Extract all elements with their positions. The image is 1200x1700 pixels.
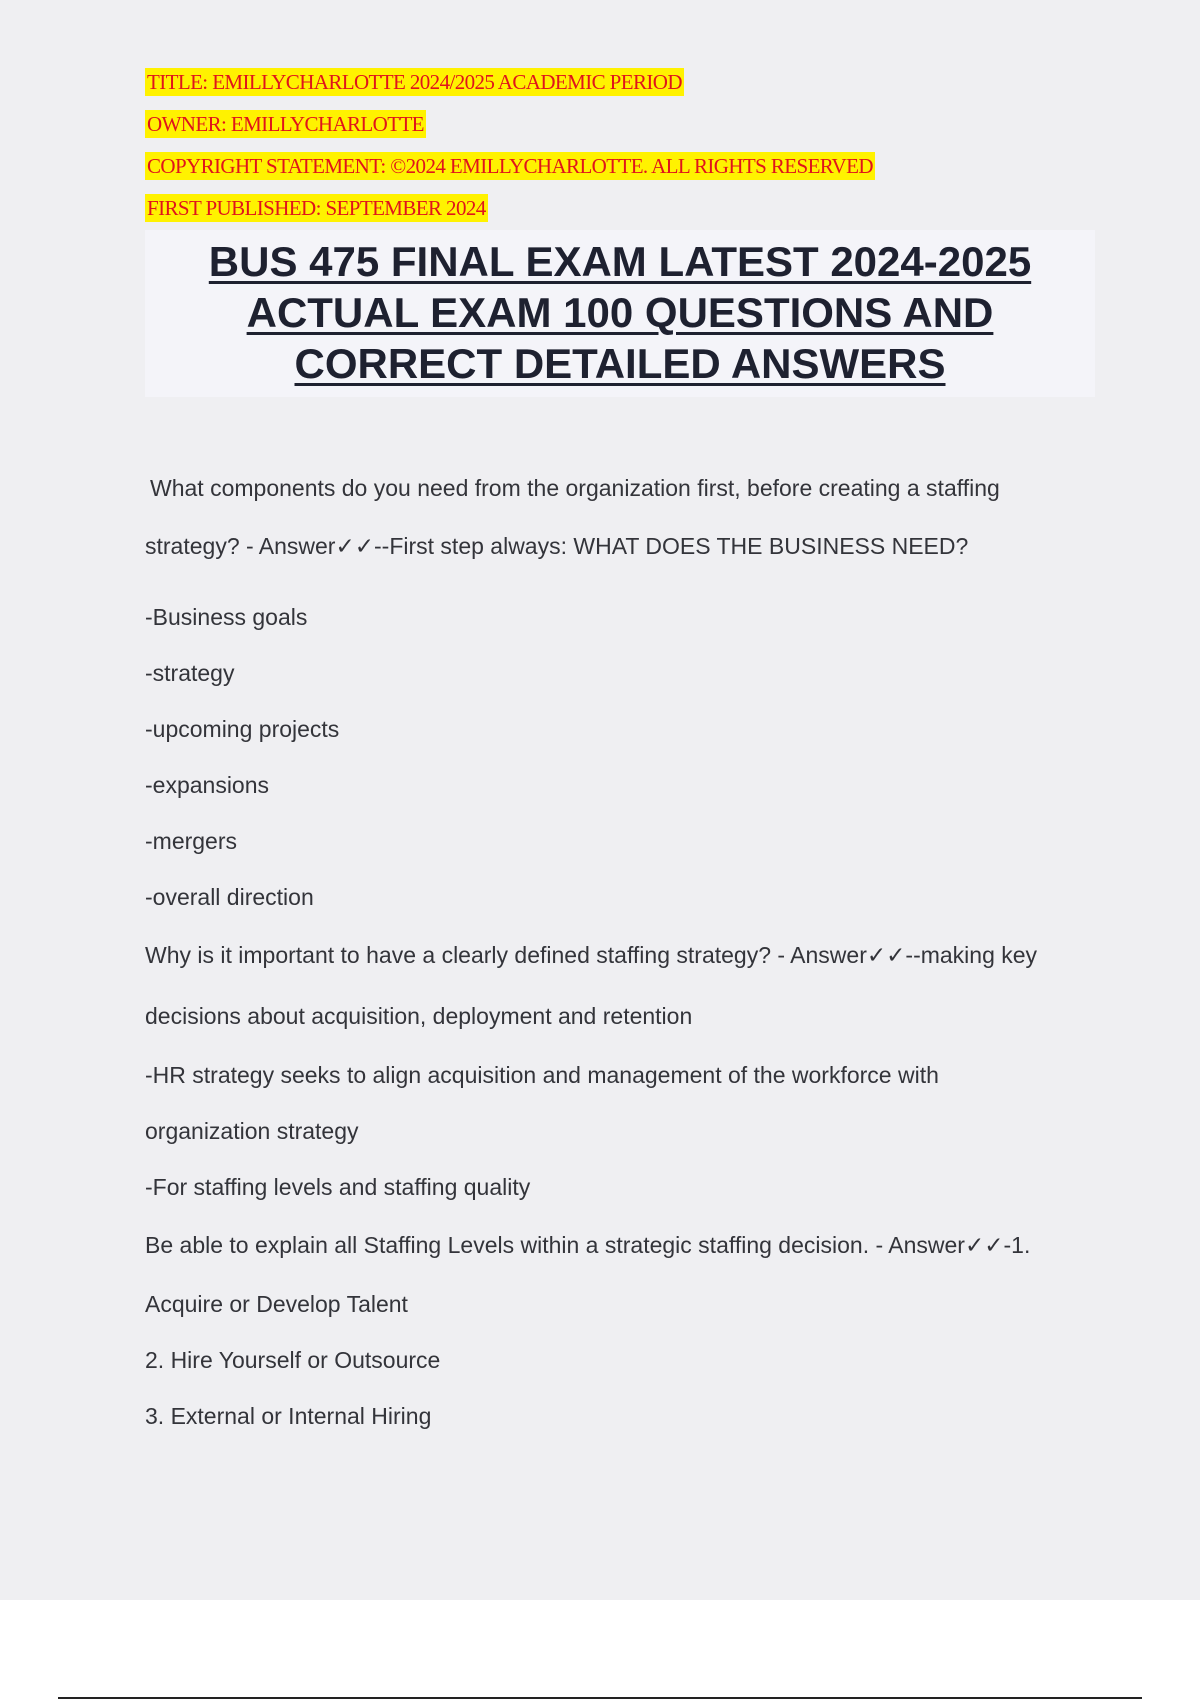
question-2-line-1: Why is it important to have a clearly defined staffing strategy? - Answer✓✓--making key xyxy=(145,942,1038,968)
question-3-line-4: 3. External or Internal Hiring xyxy=(145,1403,432,1429)
list-item: -overall direction xyxy=(145,884,314,910)
list-item: -upcoming projects xyxy=(145,716,340,742)
document-content xyxy=(145,68,1095,1444)
list-item: -Business goals xyxy=(145,604,308,630)
footer-divider xyxy=(58,1697,1142,1699)
heading-line-1: BUS 475 FINAL EXAM LATEST 2024-2025 xyxy=(208,238,1032,285)
meta-copyright-line: COPYRIGHT STATEMENT: ©2024 EMILLYCHARLOTTE. ALL RIGHTS RESERVED xyxy=(147,154,873,178)
question-1 xyxy=(145,459,1095,575)
meta-title-line: TITLE: EMILLYCHARLOTTE 2024/2025 ACADEMIC PERIOD xyxy=(147,70,682,94)
question-2-line-4: organization strategy xyxy=(145,1118,359,1144)
document-body xyxy=(145,459,1095,1444)
document-heading xyxy=(145,230,1095,397)
list-item: -expansions xyxy=(145,772,270,798)
question-3-line-3: 2. Hire Yourself or Outsource xyxy=(145,1347,441,1373)
meta-owner-line: OWNER: EMILLYCHARLOTTE xyxy=(147,112,424,136)
heading-line-2: ACTUAL EXAM 100 QUESTIONS AND xyxy=(246,289,994,336)
question-3-line-2: Acquire or Develop Talent xyxy=(145,1291,408,1317)
list-item: -strategy xyxy=(145,660,235,686)
question-1-line-1: What components do you need from the organization first, before creating a staffing xyxy=(150,475,1000,501)
question-2-line-5: -For staffing levels and staffing quality xyxy=(145,1174,531,1200)
question-1-line-2: strategy? - Answer✓✓--First step always: WHAT DOES THE BUSINESS NEED? xyxy=(145,533,969,559)
list-item: -mergers xyxy=(145,828,238,854)
question-2-line-2: decisions about acquisition, deployment and retention xyxy=(145,1003,693,1029)
heading-line-3: CORRECT DETAILED ANSWERS xyxy=(294,340,946,387)
meta-published-line: FIRST PUBLISHED: SEPTEMBER 2024 xyxy=(147,196,486,220)
question-3-line-1: Be able to explain all Staffing Levels within a strategic staffing decision. - Answer✓✓-1. xyxy=(145,1232,1031,1258)
question-2-line-3: -HR strategy seeks to align acquisition and management of the workforce with xyxy=(145,1062,939,1088)
